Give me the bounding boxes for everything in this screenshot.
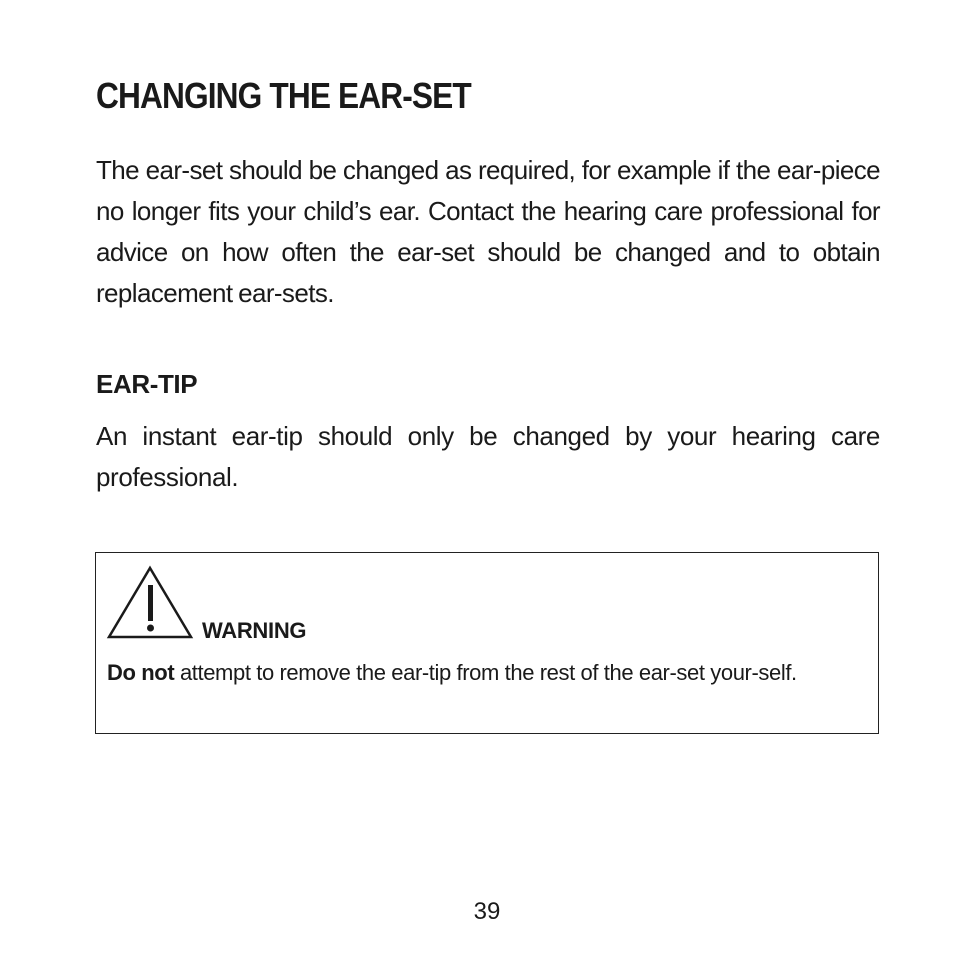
warning-box — [95, 552, 879, 734]
warning-label: WARNING — [202, 618, 307, 643]
warning-body: attempt to remove the ear-tip from the rest of the ear-set your-self. — [174, 660, 797, 685]
page-title: CHANGING THE EAR-SET — [96, 75, 471, 116]
warning-text — [107, 653, 871, 693]
ear-tip-paragraph: An instant ear-tip should only be changed by your hearing care professional. — [96, 421, 880, 492]
intro-paragraph: The ear-set should be changed as required, for example if the ear-piece no longer fits your child’s ear. Contact the hearing care professional for advice on how often the ear-set should be changed and to obtain replacement ear-sets. — [96, 155, 880, 308]
warning-triangle-icon — [106, 565, 194, 641]
page-number: 39 — [473, 898, 501, 925]
warning-emphasis: Do not — [107, 660, 175, 685]
ear-tip-heading: EAR-TIP — [96, 369, 198, 399]
